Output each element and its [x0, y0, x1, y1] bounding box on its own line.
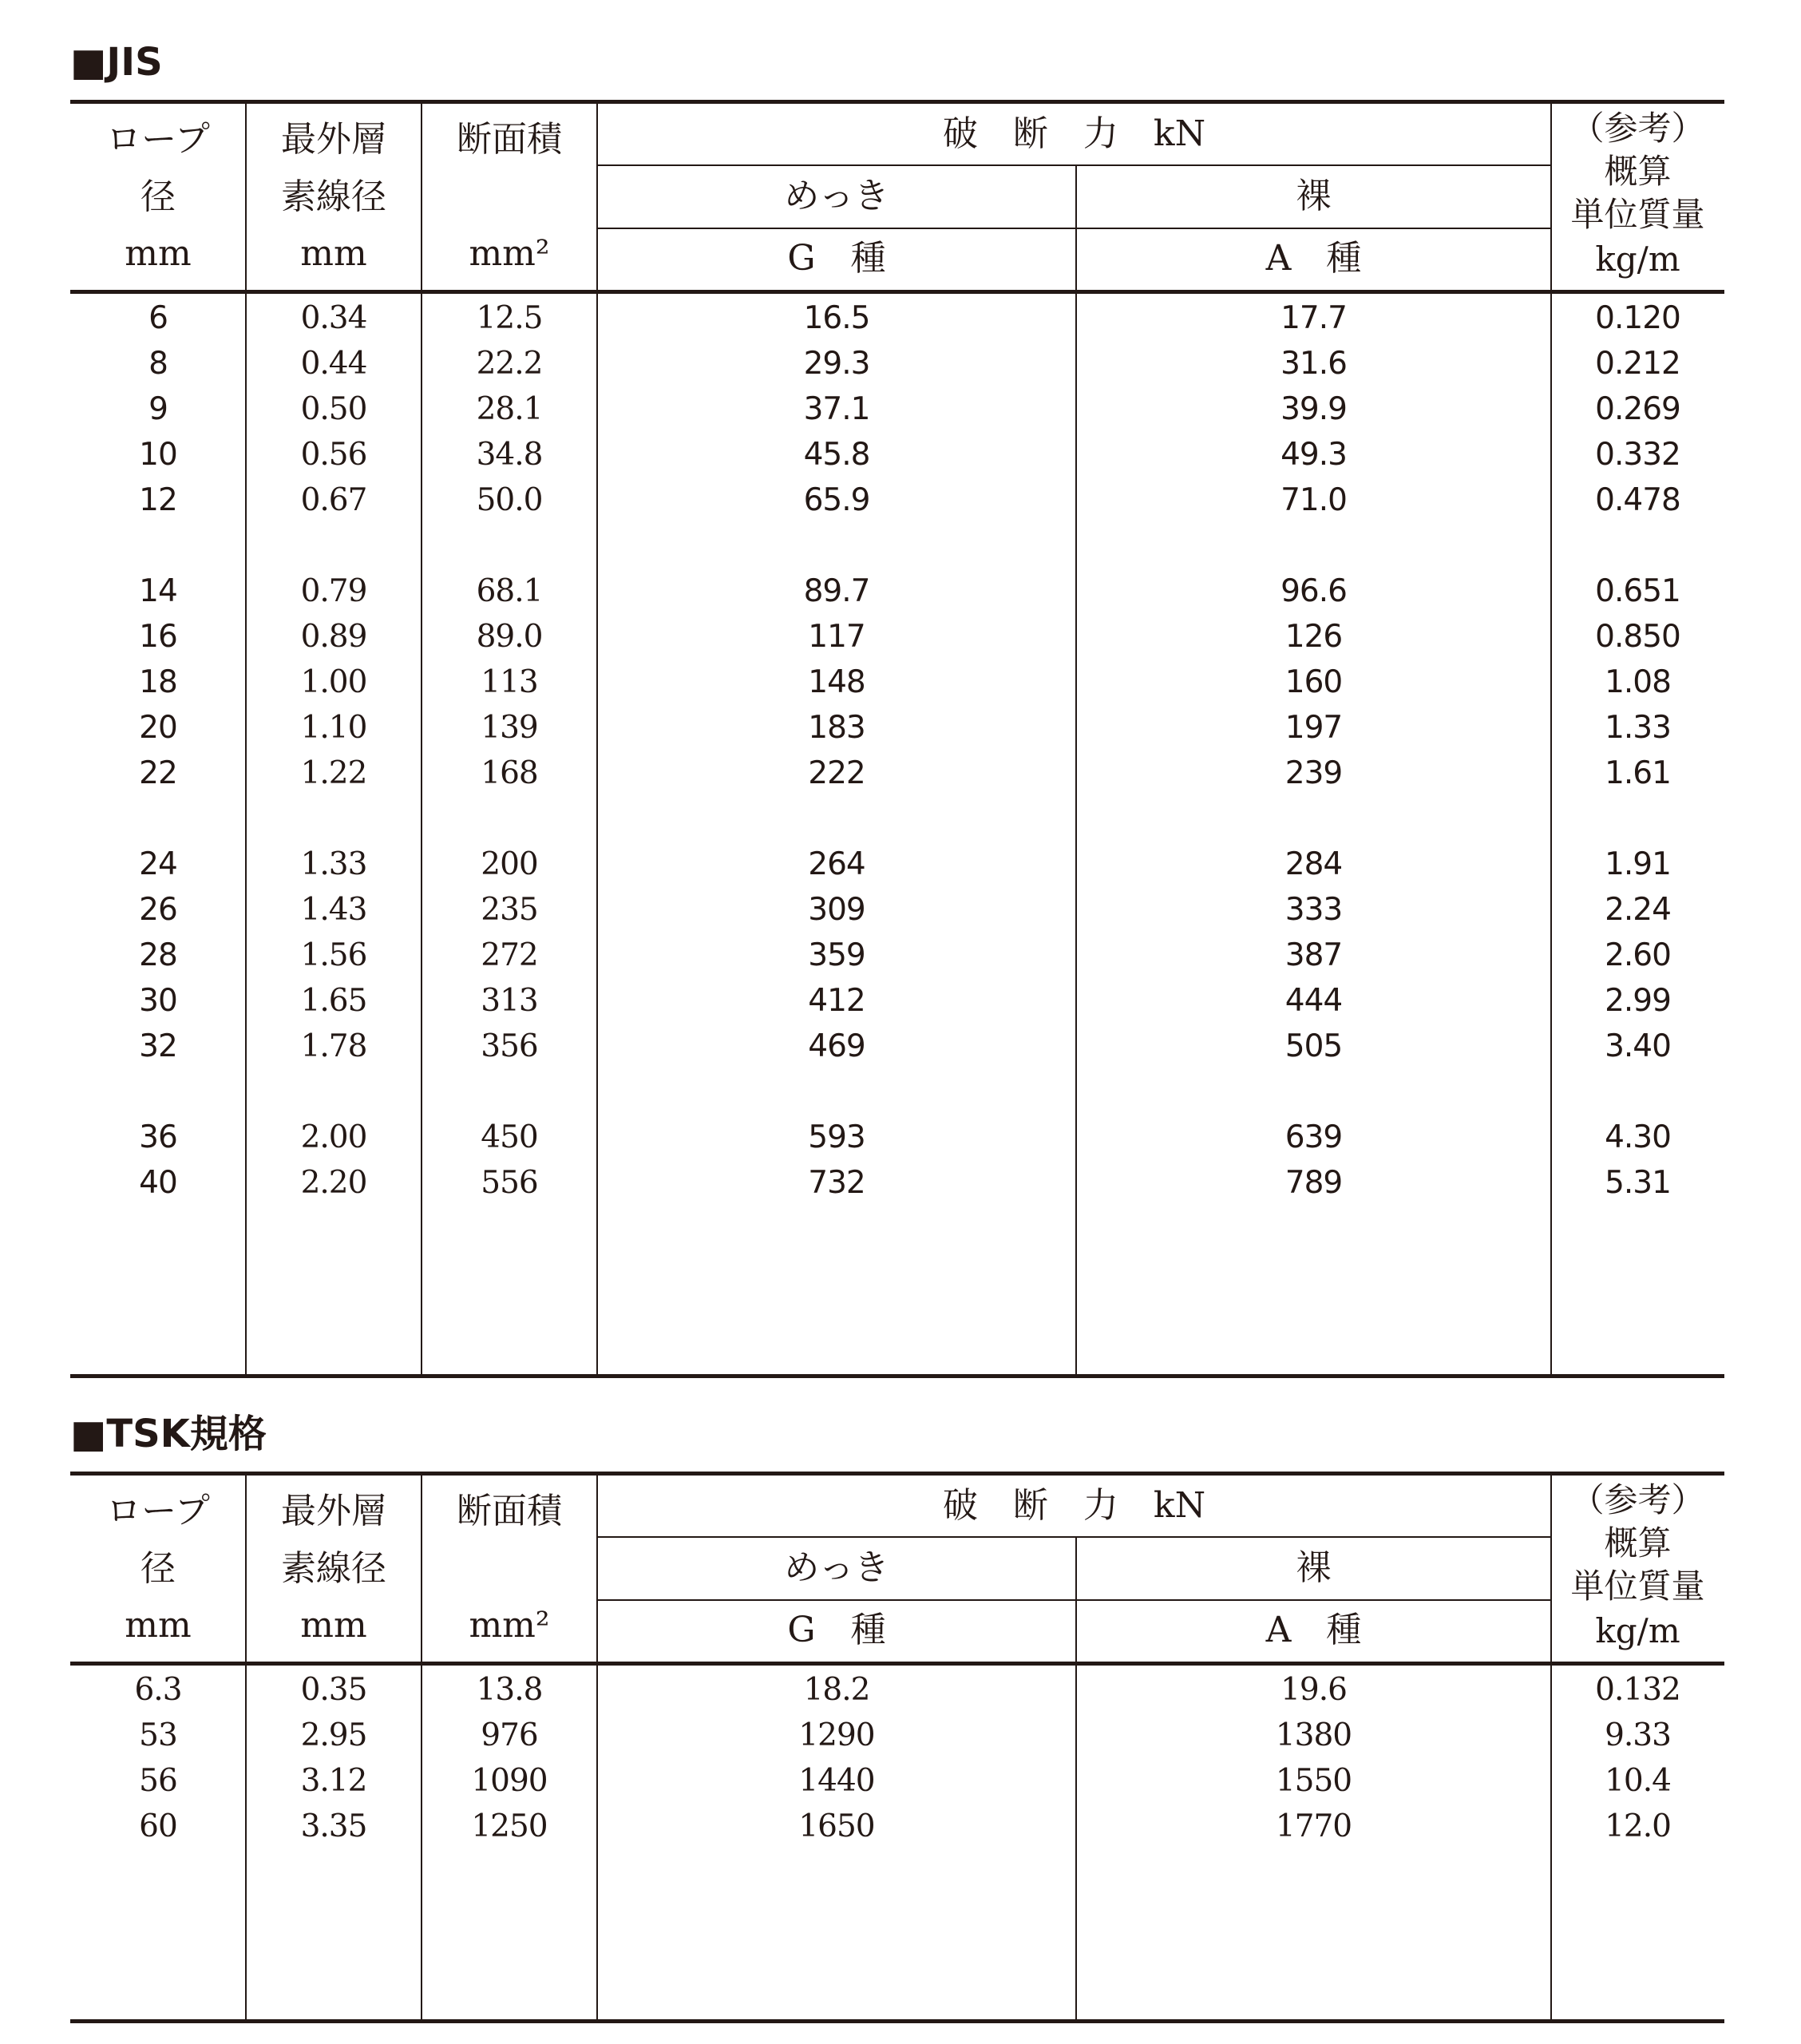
cell-mass: 0.332 — [1595, 437, 1680, 473]
cell-area: 34.8 — [476, 437, 543, 473]
cell-mass: 0.212 — [1595, 346, 1680, 382]
header-mass-approx: 概算 — [1604, 152, 1672, 191]
cell-a-force: 160 — [1284, 664, 1343, 700]
cell-wire: 2.20 — [300, 1165, 367, 1201]
header-mass-unit-weight: 単位質量 — [1570, 195, 1705, 234]
cell-area: 168 — [481, 755, 538, 791]
cell-wire: 3.12 — [300, 1763, 367, 1799]
cell-wire: 3.35 — [300, 1808, 367, 1844]
header-diameter-line1: ロープ — [106, 1491, 210, 1531]
cell-g-force: 469 — [808, 1028, 865, 1064]
cell-diameter: 53 — [139, 1717, 177, 1753]
header-diameter-unit: mm — [125, 233, 192, 274]
cell-a-force: 96.6 — [1280, 573, 1347, 609]
table-row — [70, 477, 1724, 523]
cell-a-force: 39.9 — [1280, 391, 1347, 427]
cell-g-force: 117 — [808, 619, 865, 655]
cell-wire: 1.22 — [300, 755, 367, 791]
table-row — [70, 1160, 1724, 1206]
cell-a-force: 639 — [1284, 1119, 1343, 1155]
cell-diameter: 16 — [139, 619, 177, 655]
header-breaking-force: 破 断 力 kN — [942, 113, 1206, 154]
cell-wire: 1.43 — [300, 892, 367, 928]
table-row — [70, 933, 1724, 978]
cell-a-force: 19.6 — [1280, 1672, 1347, 1708]
cell-area: 235 — [481, 892, 538, 928]
cell-mass: 9.33 — [1605, 1717, 1671, 1753]
table-row — [70, 842, 1724, 887]
header-mass-ref: （参考） — [1570, 1480, 1705, 1519]
cell-a-force: 197 — [1284, 710, 1343, 746]
cell-area: 200 — [481, 846, 538, 882]
cell-area: 50.0 — [476, 482, 543, 518]
table-row — [70, 1804, 1724, 1849]
cell-mass: 4.30 — [1605, 1119, 1671, 1155]
cell-a-force: 1380 — [1275, 1717, 1352, 1753]
cell-a-force: 1770 — [1275, 1808, 1352, 1844]
table-row — [70, 1758, 1724, 1804]
cell-g-force: 1440 — [798, 1763, 875, 1799]
cell-mass: 1.91 — [1605, 846, 1671, 882]
cell-wire: 0.79 — [300, 573, 367, 609]
cell-wire: 0.44 — [300, 346, 367, 382]
cell-mass: 0.132 — [1595, 1672, 1680, 1708]
header-wire-line1: 最外層 — [281, 1491, 386, 1531]
header-plated: めっき — [784, 176, 889, 216]
cell-wire: 0.56 — [300, 437, 367, 473]
cell-wire: 0.35 — [300, 1672, 367, 1708]
cell-a-force: 239 — [1284, 755, 1343, 791]
cell-g-force: 183 — [808, 710, 865, 746]
header-bottom-rule — [70, 1662, 1724, 1666]
header-wire-unit: mm — [300, 1605, 367, 1646]
header-bare: 裸 — [1296, 176, 1332, 216]
header-g-type: G 種 — [787, 1610, 886, 1650]
cell-a-force: 71.0 — [1280, 482, 1347, 518]
cell-mass: 1.33 — [1605, 710, 1671, 746]
table-bottom-rule — [70, 1374, 1724, 1378]
table-row — [70, 660, 1724, 705]
cell-a-force: 333 — [1284, 892, 1343, 928]
cell-diameter: 6 — [148, 300, 168, 336]
cell-area: 356 — [481, 1028, 538, 1064]
cell-a-force: 126 — [1284, 619, 1343, 655]
section-title-tsk: ■TSK規格 — [70, 1412, 267, 1456]
header-diameter-line2: 径 — [141, 1548, 176, 1589]
cell-area: 1090 — [471, 1763, 548, 1799]
cell-a-force: 284 — [1284, 846, 1343, 882]
table-row — [70, 978, 1724, 1024]
cell-mass: 5.31 — [1605, 1165, 1671, 1201]
cell-g-force: 89.7 — [803, 573, 870, 609]
cell-g-force: 37.1 — [803, 391, 870, 427]
cell-diameter: 22 — [139, 755, 177, 791]
cell-diameter: 28 — [139, 937, 177, 973]
cell-wire: 1.10 — [300, 710, 367, 746]
cell-a-force: 31.6 — [1280, 346, 1347, 382]
header-breaking-force: 破 断 力 kN — [942, 1485, 1206, 1526]
cell-g-force: 359 — [808, 937, 865, 973]
cell-g-force: 1290 — [798, 1717, 875, 1753]
cell-mass: 0.120 — [1595, 300, 1680, 336]
cell-area: 89.0 — [476, 619, 543, 655]
header-bottom-rule — [70, 290, 1724, 294]
table-row — [70, 568, 1724, 614]
table-row — [70, 1667, 1724, 1713]
cell-area: 556 — [481, 1165, 538, 1201]
cell-g-force: 29.3 — [803, 346, 870, 382]
header-mass-unit: kg/m — [1595, 240, 1680, 279]
header-subrule — [597, 164, 1551, 166]
cell-mass: 0.850 — [1595, 619, 1680, 655]
cell-wire: 0.34 — [300, 300, 367, 336]
cell-g-force: 16.5 — [803, 300, 870, 336]
cell-diameter: 10 — [139, 437, 177, 473]
cell-area: 113 — [481, 664, 538, 700]
cell-area: 313 — [481, 983, 538, 1019]
cell-diameter: 14 — [139, 573, 177, 609]
cell-diameter: 36 — [139, 1119, 177, 1155]
header-mass-ref: （参考） — [1570, 109, 1705, 148]
cell-diameter: 60 — [139, 1808, 177, 1844]
cell-diameter: 6.3 — [134, 1672, 182, 1708]
header-diameter-unit: mm — [125, 1605, 192, 1646]
cell-a-force: 789 — [1284, 1165, 1343, 1201]
cell-a-force: 387 — [1284, 937, 1343, 973]
cell-diameter: 40 — [139, 1165, 177, 1201]
cell-area: 68.1 — [476, 573, 543, 609]
table-row — [70, 887, 1724, 933]
cell-wire: 2.95 — [300, 1717, 367, 1753]
cell-area: 139 — [481, 710, 538, 746]
cell-wire: 1.00 — [300, 664, 367, 700]
cell-g-force: 222 — [808, 755, 865, 791]
cell-diameter: 20 — [139, 710, 177, 746]
cell-diameter: 18 — [139, 664, 177, 700]
cell-mass: 1.08 — [1605, 664, 1671, 700]
header-mass-approx: 概算 — [1604, 1523, 1672, 1563]
table-row — [70, 614, 1724, 660]
header-diameter-line1: ロープ — [106, 119, 210, 160]
cell-diameter: 24 — [139, 846, 177, 882]
cell-g-force: 593 — [808, 1119, 865, 1155]
table-bottom-rule — [70, 2019, 1724, 2023]
cell-diameter: 56 — [139, 1763, 177, 1799]
cell-mass: 2.99 — [1605, 983, 1671, 1019]
cell-mass: 0.651 — [1595, 573, 1680, 609]
cell-wire: 1.56 — [300, 937, 367, 973]
cell-g-force: 412 — [808, 983, 865, 1019]
cell-a-force: 49.3 — [1280, 437, 1347, 473]
cell-diameter: 30 — [139, 983, 177, 1019]
cell-wire: 1.78 — [300, 1028, 367, 1064]
header-area-unit: mm² — [469, 1605, 550, 1646]
cell-area: 976 — [481, 1717, 538, 1753]
table-row — [70, 386, 1724, 432]
cell-mass: 10.4 — [1605, 1763, 1671, 1799]
cell-diameter: 32 — [139, 1028, 177, 1064]
header-subrule — [597, 1599, 1551, 1601]
table-row — [70, 1024, 1724, 1069]
header-a-type: A 種 — [1265, 238, 1362, 279]
cell-a-force: 1550 — [1275, 1763, 1352, 1799]
cell-mass: 0.269 — [1595, 391, 1680, 427]
cell-g-force: 45.8 — [803, 437, 870, 473]
cell-g-force: 264 — [808, 846, 865, 882]
header-mass-unit: kg/m — [1595, 1611, 1680, 1650]
cell-g-force: 148 — [808, 664, 865, 700]
cell-mass: 1.61 — [1605, 755, 1671, 791]
cell-mass: 2.60 — [1605, 937, 1671, 973]
header-wire-line2: 素線径 — [281, 1548, 386, 1589]
header-subrule — [597, 1536, 1551, 1538]
jis-table — [70, 100, 1724, 1381]
cell-wire: 0.89 — [300, 619, 367, 655]
table-row — [70, 1115, 1724, 1160]
cell-area: 22.2 — [476, 346, 543, 382]
cell-g-force: 732 — [808, 1165, 865, 1201]
cell-diameter: 8 — [148, 346, 168, 382]
cell-mass: 2.24 — [1605, 892, 1671, 928]
header-area: 断面積 — [457, 1491, 562, 1531]
header-area: 断面積 — [457, 119, 562, 160]
table-row — [70, 341, 1724, 386]
cell-diameter: 26 — [139, 892, 177, 928]
section-title-jis: ■JIS — [70, 40, 163, 85]
cell-wire: 0.67 — [300, 482, 367, 518]
cell-area: 272 — [481, 937, 538, 973]
tsk-table — [70, 1472, 1724, 2030]
header-g-type: G 種 — [787, 238, 886, 279]
cell-diameter: 9 — [148, 391, 168, 427]
table-row — [70, 751, 1724, 796]
header-wire-line1: 最外層 — [281, 119, 386, 160]
cell-g-force: 18.2 — [803, 1672, 870, 1708]
cell-g-force: 309 — [808, 892, 865, 928]
table-row — [70, 432, 1724, 477]
table-top-rule — [70, 1472, 1724, 1476]
cell-a-force: 444 — [1284, 983, 1343, 1019]
cell-area: 28.1 — [476, 391, 543, 427]
table-row — [70, 1713, 1724, 1758]
cell-area: 12.5 — [476, 300, 543, 336]
cell-mass: 0.478 — [1595, 482, 1680, 518]
header-area-unit: mm² — [469, 233, 550, 274]
header-mass-unit-weight: 単位質量 — [1570, 1567, 1705, 1606]
header-plated: めっき — [784, 1547, 889, 1588]
cell-area: 450 — [481, 1119, 538, 1155]
cell-a-force: 17.7 — [1280, 300, 1347, 336]
cell-wire: 0.50 — [300, 391, 367, 427]
header-bare: 裸 — [1296, 1547, 1332, 1588]
cell-mass: 12.0 — [1605, 1808, 1671, 1844]
cell-g-force: 1650 — [798, 1808, 875, 1844]
cell-area: 13.8 — [476, 1672, 543, 1708]
cell-a-force: 505 — [1284, 1028, 1343, 1064]
cell-g-force: 65.9 — [803, 482, 870, 518]
cell-mass: 3.40 — [1605, 1028, 1671, 1064]
cell-wire: 2.00 — [300, 1119, 367, 1155]
header-wire-unit: mm — [300, 233, 367, 274]
cell-wire: 1.65 — [300, 983, 367, 1019]
header-a-type: A 種 — [1265, 1610, 1362, 1650]
header-wire-line2: 素線径 — [281, 176, 386, 217]
table-row — [70, 705, 1724, 751]
cell-area: 1250 — [471, 1808, 548, 1844]
cell-diameter: 12 — [139, 482, 177, 518]
table-top-rule — [70, 100, 1724, 104]
cell-wire: 1.33 — [300, 846, 367, 882]
header-subrule — [597, 228, 1551, 229]
header-diameter-line2: 径 — [141, 176, 176, 217]
table-row — [70, 295, 1724, 341]
